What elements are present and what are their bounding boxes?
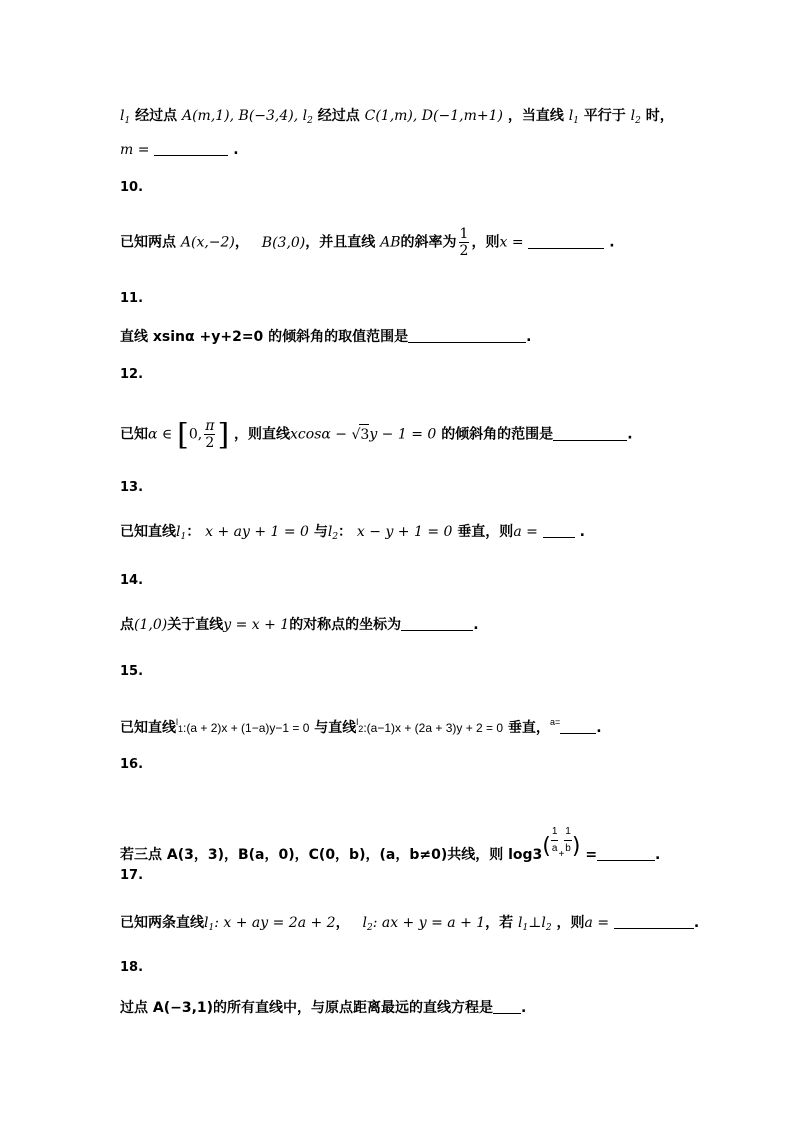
problem-number: 10. — [120, 180, 144, 195]
answer-blank[interactable] — [560, 719, 596, 734]
problem-9-line-1: $l_1$ 经过点 A(m,1), B(−3,4), $l_2$ 经过点 C(1,m), D(−1,m+1) ，当直线 $l_1$ 平行于 $l_2$ 时， — [120, 108, 674, 126]
problem-number: 17. — [120, 868, 144, 883]
problem-number: 13. — [120, 480, 144, 495]
problem-9-line-2: m = . — [120, 142, 239, 158]
problem-number: 14. — [120, 573, 144, 588]
points-C-D: C(1,m), D(−1,m+1) — [364, 108, 503, 124]
problem-number: 18. — [120, 960, 144, 975]
problem-15: 已知直线$^l$1:(a + 2)x + (1−a)y−1 = 0 与直线$^l$2:(a−1)x + (2a + 3)y + 2 = 0 垂直，$^{a=}$ . — [120, 717, 602, 736]
problem-13: 已知直线$l_1$： x + ay + 1 = 0 与$l_2$： x − y + 1 = 0 垂直，则a = . — [120, 524, 585, 542]
fraction-one-half: $\frac{1}{2}$ — [459, 226, 469, 259]
problem-number: 15. — [120, 664, 144, 679]
answer-blank[interactable] — [597, 846, 655, 861]
answer-blank[interactable] — [543, 523, 575, 538]
answer-blank[interactable] — [528, 234, 604, 249]
problem-18: 过点 A(−3,1)的所有直线中，与原点距离最远的直线方程是 . — [120, 1000, 527, 1016]
problem-17: 已知两条直线$l_1$: x + ay = 2a + 2， $l_2$: ax + y = a + 1，若 $l_1\perp l_2$ ，则a = . — [120, 915, 700, 933]
line-l1: $l_1$ — [120, 108, 131, 126]
problem-12: 已知α ∈ [0, $\frac{\pi}{2}$ ] ，则直线xcosα − √3y − 1 = 0 的倾斜角的范围是 . — [120, 417, 633, 453]
answer-blank[interactable] — [401, 616, 473, 631]
fraction-pi-over-2: $\frac{\pi}{2}$ — [205, 418, 215, 451]
answer-blank[interactable] — [408, 328, 526, 343]
problem-11: 直线 xsinα +y+2=0 的倾斜角的取值范围是 . — [120, 329, 532, 345]
problem-number: 11. — [120, 291, 144, 306]
line-l2: $l_2$ — [302, 108, 313, 126]
problem-14: 点(1,0)关于直线y = x + 1的对称点的坐标为 . — [120, 617, 479, 633]
problem-10: 已知两点 A(x,−2)， B(3,0)，并且直线 AB的斜率为 $\frac{1}{2}$ ，则x = . — [120, 226, 615, 259]
problem-16: 若三点 A(3，3)，B(a，0)，C(0，b)，(a，b≠0)共线，则 log3( $\frac{1}{a}$ + $\frac{1}{b}$ ) = . — [120, 826, 661, 863]
problem-number: 12. — [120, 367, 144, 382]
problem-number: 16. — [120, 757, 144, 772]
log-expression: log3( $\frac{1}{a}$ + $\frac{1}{b}$ ) — [508, 826, 581, 863]
points-A-B: A(m,1), B(−3,4), — [181, 108, 303, 124]
answer-blank[interactable] — [553, 426, 627, 441]
answer-blank[interactable] — [154, 141, 228, 156]
answer-blank[interactable] — [493, 999, 521, 1014]
answer-blank[interactable] — [614, 914, 694, 929]
